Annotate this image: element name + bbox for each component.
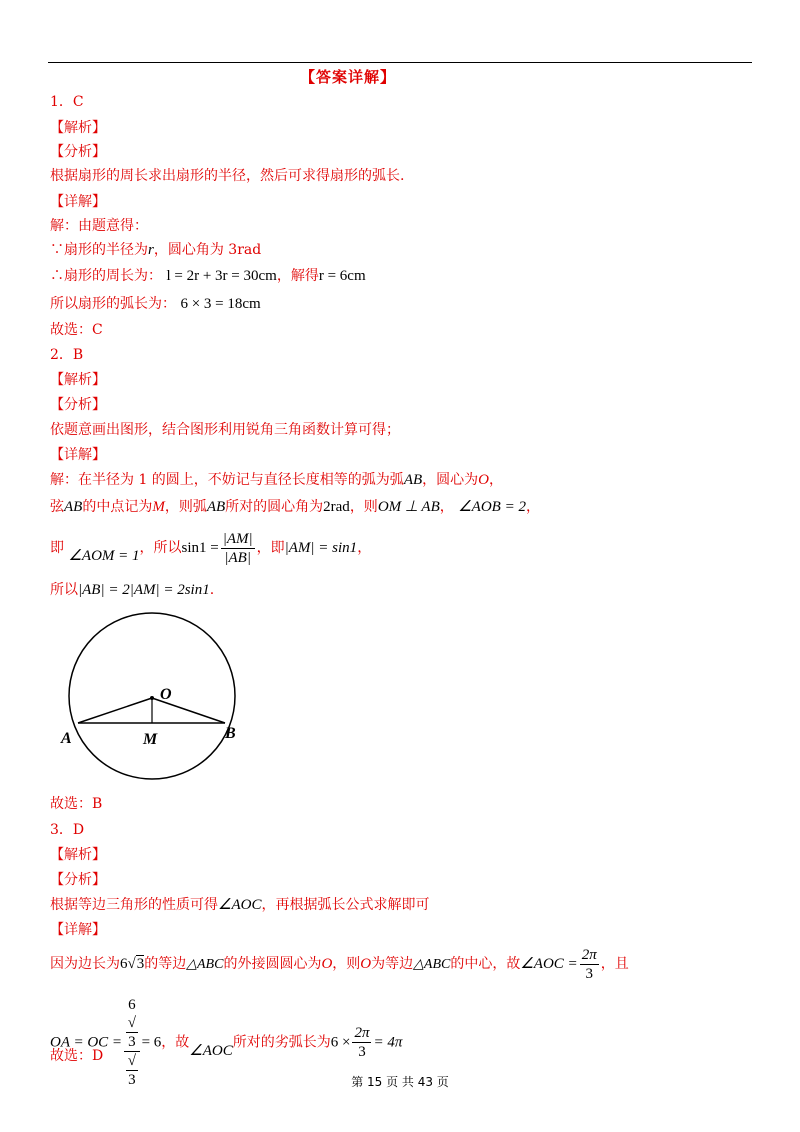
q3-solution-line2: OA = OC = 6 √ 3 √ 3 = 6，故∠AOC所对的劣弧长为6 × $\frac{2\pi}{3}$ = 4π [50, 997, 403, 1088]
q3-fraction-radius: 6 √ 3 √ 3 [124, 996, 140, 1089]
q1-head: 1．C [50, 94, 84, 110]
q2-solution-line4: 所以|AB| = 2|AM| = 2sin1. [50, 582, 215, 598]
page-top-rule [48, 62, 752, 63]
q3-answer: 故选：D [50, 1048, 104, 1064]
label-b: B [225, 725, 236, 742]
center-point [150, 696, 154, 700]
q2-fenxi-text: 依题意画出图形，结合图形利用锐角三角函数计算可得； [50, 422, 400, 438]
q1-xiangjie-label: 【详解】 [50, 194, 106, 210]
q1-fenxi-label: 【分析】 [50, 144, 106, 160]
q1-solution-line1: 解：由题意得： [50, 218, 148, 234]
q1-answer: 故选：C [50, 322, 103, 338]
circle-figure [55, 612, 255, 782]
q3-head: 3．D [50, 822, 85, 838]
label-a: A [61, 730, 72, 747]
q2-xiangjie-label: 【详解】 [50, 447, 106, 463]
q3-fenxi-label: 【分析】 [50, 872, 106, 888]
segment-oa [78, 698, 152, 723]
q2-solution-line3: 即 ∠AOM = 1，所以sin1 = $\frac{|AM|}{|AB|}$ ，即|AM| = sin1， [50, 530, 372, 566]
q1-solution-line3: ∴扇形的周长为： l = 2r + 3r = 30cm，解得r = 6cm [50, 268, 366, 284]
page-title: 【答案详解】 [300, 68, 397, 86]
q2-fenxi-label: 【分析】 [50, 397, 106, 413]
label-m: M [143, 731, 158, 748]
q2-solution-line1: 解：在半径为 1 的圆上，不妨记与直径长度相等的弧为弧AB，圆心为O， [50, 472, 503, 488]
q3-solution-line1: 因为边长为6√3的等边△ABC的外接圆圆心为O，则O为等边△ABC的中心，故∠AOC = $\frac{2\pi}{3}$ ，且 [50, 946, 629, 982]
q3-xiangjie-label: 【详解】 [50, 922, 106, 938]
q1-solution-line2: ∵扇形的半径为r，圆心角为 3rad [50, 242, 262, 258]
q2-analysis-label: 【解析】 [50, 372, 106, 388]
page-footer: 第 15 页 共 43 页 [351, 1075, 449, 1089]
q2-answer: 故选：B [50, 796, 103, 812]
q1-solution-line4: 所以扇形的弧长为： 6 × 3 = 18cm [50, 296, 261, 312]
q2-head: 2．B [50, 347, 84, 363]
q3-fenxi-text: 根据等边三角形的性质可得∠AOC，再根据弧长公式求解即可 [50, 897, 430, 913]
q3-analysis-label: 【解析】 [50, 847, 106, 863]
q2-fraction: $\frac{|AM|}{|AB|}$ [222, 530, 253, 566]
q1-fenxi-text: 根据扇形的周长求出扇形的半径，然后可求得扇形的弧长. [50, 168, 405, 184]
q2-solution-line2: 弦AB的中点记为M，则弧AB所对的圆心角为2rad，则OM ⊥ AB， ∠AOB = 2， [50, 499, 540, 515]
label-o: O [160, 686, 172, 703]
q3-fraction-angle: $\frac{2\pi}{3}$ [581, 946, 597, 982]
q1-analysis-label: 【解析】 [50, 120, 106, 136]
q3-fraction-arc: $\frac{2\pi}{3}$ [354, 1025, 370, 1060]
